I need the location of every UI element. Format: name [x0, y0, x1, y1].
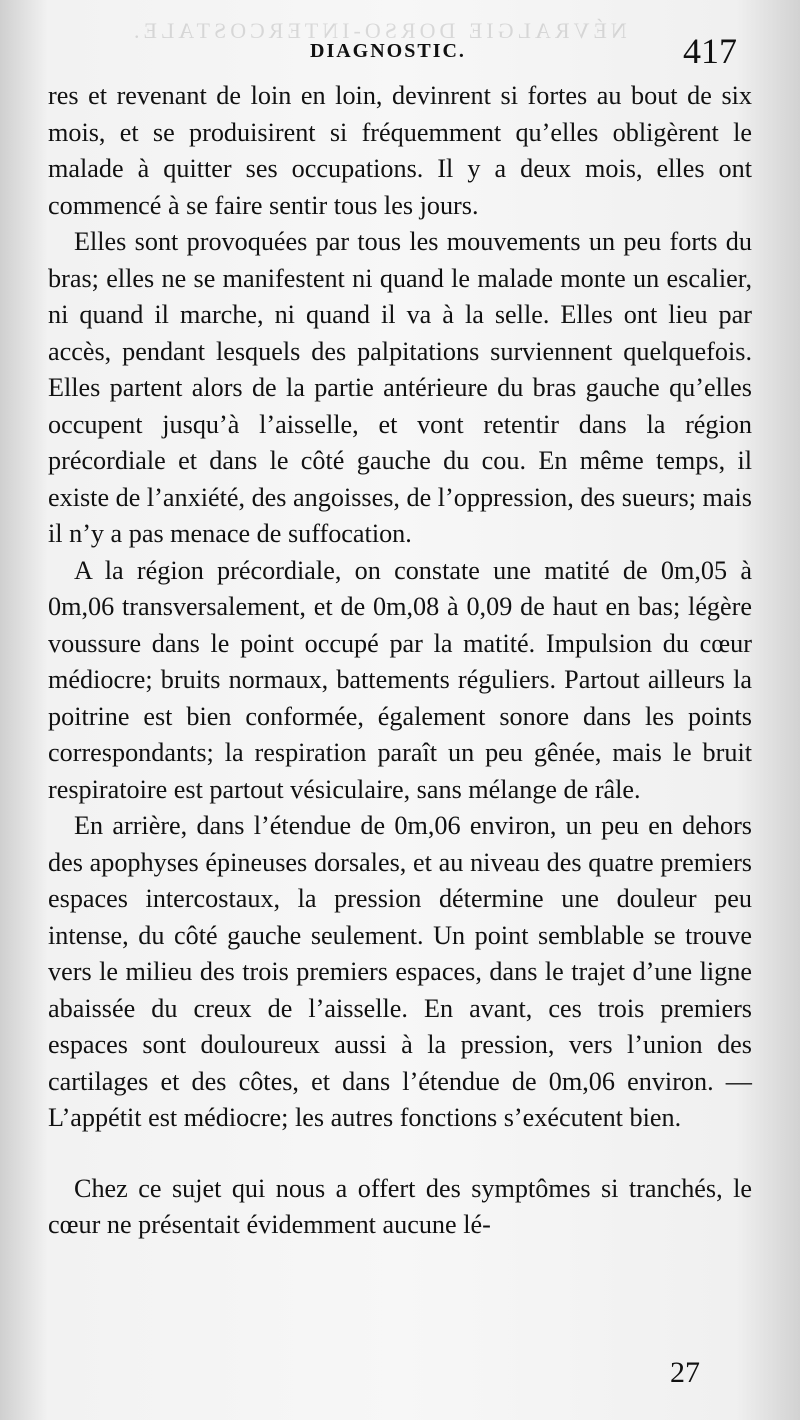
page-header [50, 30, 745, 80]
paragraph: Elles sont provoquées par tous les mouvements un peu forts du bras; elles ne se manifestent ni quand le malade monte un escalier, ni quand il marche, ni quand il va à la selle. Elles ont lieu par accès, pendant lesquels des palpitations surviennent quelquefois. Elles partent alors de la partie antérieure du bras gauche qu’elles occupent jusqu’à l’aisselle, et vont retentir dans la région précordiale et dans le côté gauche du cou. En même temps, il existe de l’anxiété, des angoisses, de l’oppression, des sueurs; mais il n’y a pas menace de suffocation. [48, 227, 752, 548]
paragraph: A la région précordiale, on constate une matité de 0m,05 à 0m,06 transversalement, et de 0m,08 à 0,09 de haut en bas; légère voussure dans le point occupé par la matité. Impulsion du cœur médiocre; bruits normaux, battements réguliers. Partout ailleurs la poitrine est bien conformée, également sonore dans les points correspondants; la respiration paraît un peu gênée, mais le bruit respiratoire est partout vésiculaire, sans mélange de râle. [48, 555, 752, 804]
signature-mark: 27 [670, 1356, 700, 1389]
paragraph: Chez ce sujet qui nous a offert des symptômes si tranchés, le cœur ne présentait évidemment aucune lé- [48, 1173, 752, 1239]
paragraph-continued: res et revenant de loin en loin, devinrent si fortes au bout de six mois, et se produisirent si fréquemment qu’elles obligèrent le malade à quitter ses occupations. Il y a deux mois, elles ont commencé à se faire sentir tous les jours. [48, 81, 752, 220]
body-text [48, 78, 752, 1244]
paragraph: En arrière, dans l’étendue de 0m,06 environ, un peu en dehors des apophyses épineuses dorsales, et au niveau des quatre premiers espaces intercostaux, la pression détermine une douleur peu intense, du côté gauche seulement. Un point semblable se trouve vers le milieu des trois premiers espaces, dans le trajet d’une ligne abaissée du creux de l’aisselle. En avant, ces trois premiers espaces sont douloureux aussi à la pression, vers l’union des cartilages et des côtes, et dans l’étendue de 0m,06 environ. — L’appétit est médiocre; les autres fonctions s’exécutent bien. [48, 811, 752, 1132]
show-through-text: NÉVRALGIE DORSO-INTERCOSTALE. [130, 18, 627, 43]
page-number: 417 [683, 31, 737, 71]
running-head: DIAGNOSTIC. [310, 40, 466, 62]
